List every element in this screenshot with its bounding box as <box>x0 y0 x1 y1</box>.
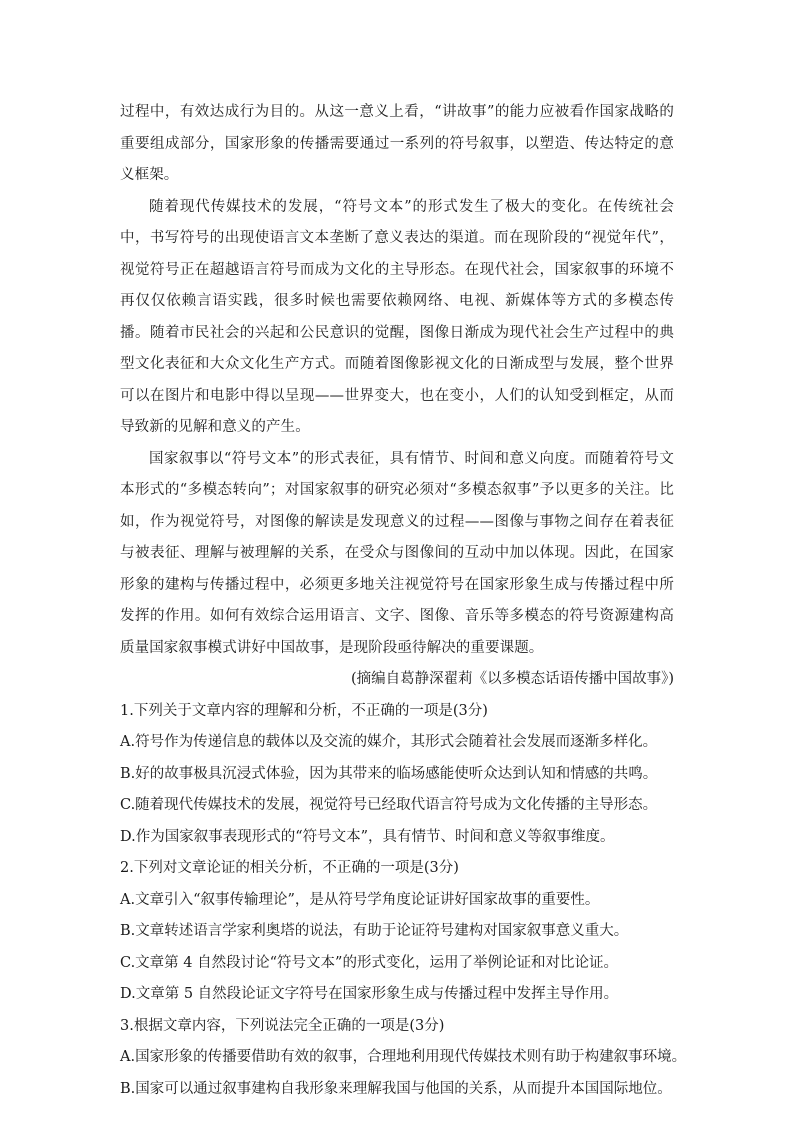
question-2-option-c: C.文章第 4 自然段讨论“符号文本”的形式变化，运用了举例论证和对比论证。 <box>120 954 618 971</box>
article-source: (摘编自葛静深翟莉《以多模态话语传播中国故事》) <box>350 671 674 687</box>
question-1-option-a: A.符号作为传递信息的载体以及交流的媒介，其形式会随着社会发展而逐渐多样化。 <box>120 734 658 750</box>
article-paragraph-3: 国家叙事以“符号文本”的形式表征，具有情节、时间和意义向度。而随着符号文本形式的“多模态转向”；对国家叙事的研究必须对“多模态叙事”予以更多的关注。比如，作为视觉符号，对图像的解读是发现意义的过程——图像与事物之间存在着表征与被表征、理解与被理解的关系，在受众与图像间的互动中加以体现。因此，在国家形象的建构与传播过程中，必须更多地关注视觉符号在国家形象生成与传播过程中所发挥的作用。如何有效综合运用语言、文字、图像、音乐等多模态的符号资源建构高质量国家叙事模式讲好中国故事，是现阶段亟待解决的重要课题。 <box>120 450 674 656</box>
question-1-option-b: B.好的故事极具沉浸式体验，因为其带来的临场感能使听众达到认知和情感的共鸣。 <box>120 765 658 782</box>
question-2-stem: 2.下列对文章论证的相关分析，不正确的一项是(3分) <box>120 860 459 876</box>
question-2-option-a: A.文章引入“叙事传输理论”，是从符号学角度论证讲好国家故事的重要性。 <box>120 891 600 908</box>
question-3-option-b: B.国家可以通过叙事建构自我形象来理解我国与他国的关系，从而提升本国国际地位。 <box>120 1080 672 1097</box>
article-paragraph-1: 过程中，有效达成行为目的。从这一意义上看，“讲故事”的能力应被看作国家战略的重要组成部分，国家形象的传播需要通过一系列的符号叙事，以塑造、传达特定的意义框架。 <box>120 104 674 183</box>
question-2-option-b: B.文章转述语言学家利奥塔的说法，有助于论证符号建构对国家叙事意义重大。 <box>120 923 629 939</box>
article-paragraph-2: 随着现代传媒技术的发展，“符号文本”的形式发生了极大的变化。在传统社会中，书写符号的出现使语言文本垄断了意义表达的渠道。而在现阶段的“视觉年代”，视觉符号正在超越语言符号而成为文化的主导形态。在现代社会，国家叙事的环境不再仅仅依赖言语实践，很多时候也需要依赖网络、电视、新媒体等方式的多模态传播。随着市民社会的兴起和公民意识的觉醒，图像日渐成为现代社会生产过程中的典型文化表征和大众文化生产方式。而随着图像影视文化的日渐成型与发展，整个世界可以在图片和电影中得以呈现——世界变大，也在变小，人们的认知受到框定，从而导致新的见解和意义的产生。 <box>120 198 674 435</box>
question-1-option-c: C.随着现代传媒技术的发展，视觉符号已经取代语言符号成为文化传播的主导形态。 <box>120 797 658 813</box>
question-2-option-d: D.文章第 5 自然段论证文字符号在国家形象生成与传播过程中发挥主导作用。 <box>120 986 619 1002</box>
question-3-option-a: A.国家形象的传播要借助有效的叙事，合理地利用现代传媒技术则有助于构建叙事环境。 <box>120 1049 687 1065</box>
question-1-stem: 1.下列关于文章内容的理解和分析，不正确的一项是(3分) <box>120 702 488 719</box>
question-1-option-d: D.作为国家叙事表现形式的“符号文本”，具有情节、时间和意义等叙事维度。 <box>120 828 615 845</box>
question-3-stem: 3.根据文章内容，下列说法完全正确的一项是(3分) <box>120 1017 445 1034</box>
